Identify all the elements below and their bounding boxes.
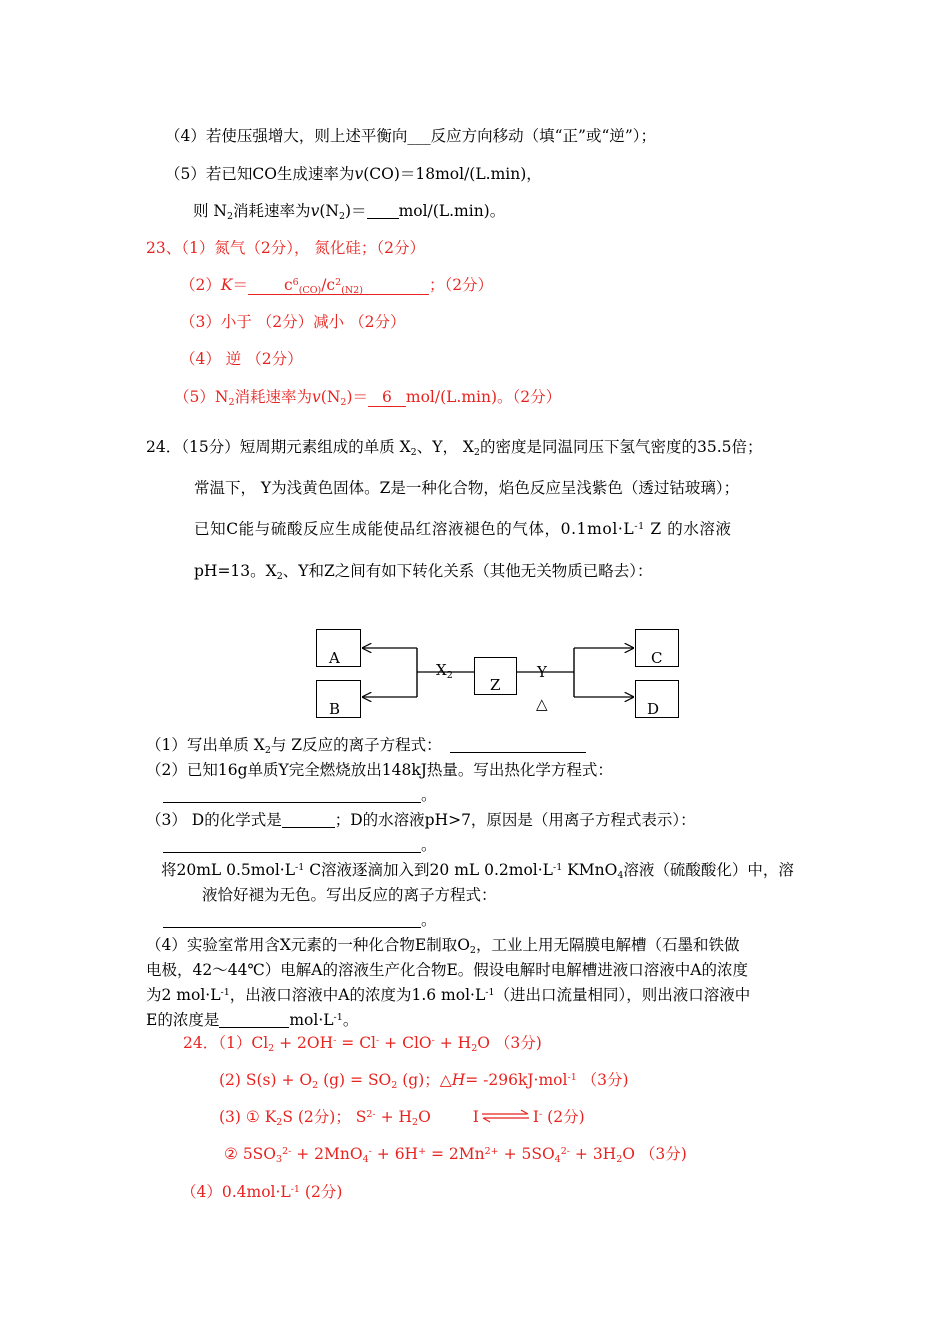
- answer-24-line1: 24．$(1)Cl_2 + 2OH^- = Cl^- + ClO^- + H_2O$ （3分): [183, 1034, 542, 1054]
- q24-sub3-c: 将20mL $0.5mol\cdot L^{-1}$ C溶液逐滴加入到20 mL $0.2mol\cdot L^{-1}$ KMnO$_4$溶液（硫酸酸化）中，溶: [161, 861, 794, 881]
- q22-part4: （4）若使压强增大，则上述平衡向___反应方向移动（填“正”或“逆”）；: [165, 127, 657, 145]
- q24-intro: 24．（15分）短周期元素组成的单质 $X_2$、Y， $X_2$的密度是同温同压下氢气密度的35.5倍；: [146, 438, 763, 458]
- box-z: Z: [474, 657, 517, 695]
- label-y: Y: [537, 663, 547, 681]
- answer-24-line5: $(4)0.4mol\cdot L^{-1}$ (2分): [181, 1183, 343, 1201]
- answer-23-line2: $(2)K= c^6_{(CO)}/c^2_{(N2)}$ ；（2分）: [180, 276, 494, 296]
- q24-line3: 已知C能与硫酸反应生成能使品红溶液褪色的气体，$0.1mol\cdot L^{-1}$ Z 的水溶液: [194, 520, 732, 538]
- q24-sub4-line2: 电极，42～44℃）电解A的溶液生产化合物E。假设电解时电解槽进液口溶液中A的浓度: [146, 961, 748, 979]
- q24-sub4-line1: （4）实验室常用含X元素的一种化合物E制取$O_2$，工业上用无隔膜电解槽（石墨和铁做: [146, 936, 740, 956]
- q24-sub3-c-answer-line: 。: [163, 910, 437, 930]
- answer-blank: [282, 811, 335, 828]
- q24-sub1: （1）写出单质 $X_2$与 Z反应的离子方程式：: [146, 735, 586, 755]
- q24-sub4-line4: E的浓度是 $mol\cdot L^{-1}$。: [146, 1011, 359, 1029]
- answer-blank: [450, 736, 586, 753]
- answer-23-line4: （4） 逆 （2分）: [180, 350, 303, 368]
- q22-part5-line2: 则 $N_2$消耗速率为$v(N_2)= mol/(L.\min)$。: [193, 202, 506, 222]
- answer-23-line1: 23、（1）氮气（2分）， 氮化硅；（2分）: [146, 239, 425, 257]
- answer-blank: [163, 786, 421, 803]
- answer-23-line5: $(5)N_2$消耗速率为$v(N_2)= 6$ mol/(L.min)。（2分）: [174, 388, 562, 408]
- k-expression: $c^6_{(CO)}/c^2_{(N2)}$: [248, 276, 429, 295]
- q24-line2: 常温下， Y为浅黄色固体。Z是一种化合物，焰色反应呈浅紫色（透过钴玻璃）；: [194, 479, 740, 497]
- answer-23-line3: （3）小于 （2分）减小 （2分）: [180, 313, 406, 331]
- box-c: C: [635, 629, 679, 667]
- answer-24-line3: (3) ① $K_2S$ (2分)； $S^{2-} + H_2O$ I I- (2分): [219, 1108, 585, 1128]
- q24-sub3-c-line2: 液恰好褪为无色。写出反应的离子方程式：: [202, 886, 497, 904]
- q24-sub4-line3: 为2 $mol\cdot L^{-1}$，出液口溶液中A的浓度为1.6 $mol\cdot L^{-1}$（进出口流量相同），则出液口溶液中: [146, 986, 751, 1004]
- q24-sub2-answer-line: 。: [163, 785, 437, 805]
- answer-blank: [219, 1011, 289, 1028]
- q24-sub2: （2）已知16g单质Y完全燃烧放出148kJ热量。写出热化学方程式：: [146, 761, 613, 779]
- q24-line4: pH=13。$X_2$、Y和Z之间有如下转化关系（其他无关物质已略去）：: [194, 562, 653, 582]
- box-d: D: [635, 680, 679, 718]
- answer-24-line4: ② $5SO_3^{2-} + 2MnO_4^- + 6H^+ = 2Mn^{2+} + 5SO_4^{2-} + 3H_2O$ （3分): [224, 1145, 687, 1165]
- q24-sub3: （3） D的化学式是 ；D的水溶液pH>7，原因是（用离子方程式表示）：: [146, 811, 696, 829]
- q24-sub3-answer-line: 。: [163, 835, 437, 855]
- equilibrium-arrow-icon: [481, 1109, 531, 1123]
- answer-blank: [163, 836, 421, 853]
- box-b: B: [316, 680, 361, 718]
- answer-blank: [163, 911, 421, 928]
- heat-symbol: △: [536, 695, 548, 713]
- q22-part5: （5）若已知CO生成速率为v(CO)＝18mol/(L.min)，: [165, 165, 542, 183]
- answer-24-line2: (2) $S(s) + O_2$ $(g) = SO_2$ (g)；△H= -296kJ·mol$^{-1}$ （3分): [219, 1071, 629, 1091]
- box-a: A: [316, 629, 361, 667]
- label-x2: $X_2$: [436, 661, 453, 681]
